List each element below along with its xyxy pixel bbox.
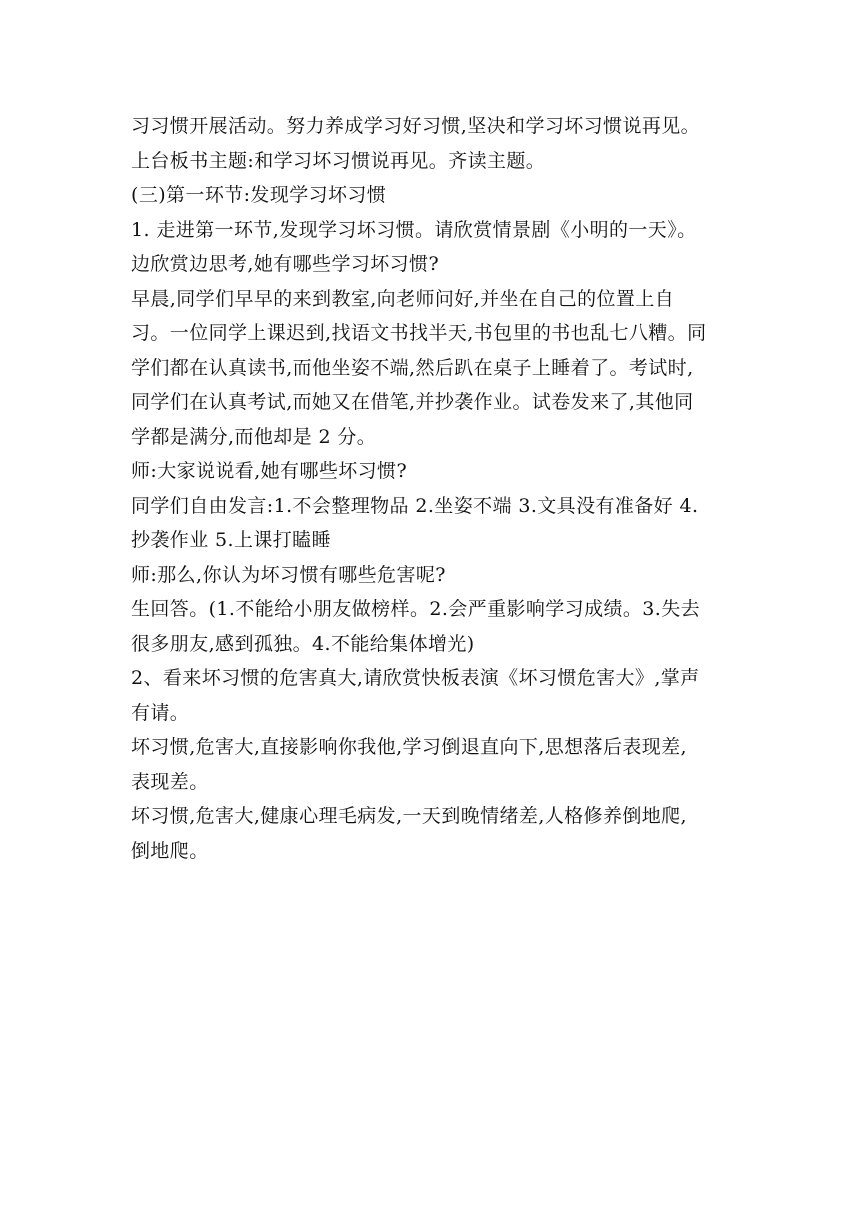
text-line-9: 同学们在认真考试,而她又在借笔,并抄袭作业。试卷发来了,其他同 bbox=[131, 391, 694, 413]
text-line-2: 上台板书主题:和学习坏习惯说再见。齐读主题。 bbox=[131, 149, 546, 172]
section-heading: (三)第一环节:发现学习坏习惯 bbox=[131, 184, 387, 206]
text-line-10: 学都是满分,而他却是 2 分。 bbox=[131, 425, 377, 448]
text-line-22: 倒地爬。 bbox=[131, 839, 209, 862]
document-body bbox=[131, 109, 731, 868]
text-line-12: 同学们自由发言:1.不会整理物品 2.坐姿不端 3.文具没有准备好 4. bbox=[131, 494, 699, 517]
text-line-21: 坏习惯,危害大,健康心理毛病发,一天到晚情绪差,人格修养倒地爬, bbox=[131, 805, 687, 827]
text-line-8: 学们都在认真读书,而他坐姿不端,然后趴在桌子上睡着了。考试时, bbox=[131, 356, 694, 379]
text-line-14: 师:那么,你认为坏习惯有哪些危害呢? bbox=[131, 563, 446, 586]
text-line-15: 生回答。(1.不能给小朋友做榜样。2.会严重影响学习成绩。3.失去 bbox=[131, 598, 700, 620]
text-line-5: 边欣赏边思考,她有哪些学习坏习惯? bbox=[131, 253, 440, 275]
text-line-4: 1. 走进第一环节,发现学习坏习惯。请欣赏情景剧《小明的一天》。 bbox=[131, 218, 697, 241]
text-line-20: 表现差。 bbox=[131, 770, 209, 793]
text-line-18: 有请。 bbox=[131, 701, 190, 724]
text-line-13: 抄袭作业 5.上课打瞌睡 bbox=[131, 529, 331, 551]
text-line-17: 2、看来坏习惯的危害真大,请欣赏快板表演《坏习惯危害大》,掌声 bbox=[131, 667, 700, 689]
text-line-1: 习习惯开展活动。努力养成学习好习惯,坚决和学习坏习惯说再见。 bbox=[131, 115, 701, 137]
text-line-16: 很多朋友,感到孤独。4.不能给集体增光) bbox=[131, 632, 475, 655]
text-line-7: 习。一位同学上课迟到,找语文书找半天,书包里的书也乱七八糟。同 bbox=[131, 322, 707, 344]
text-line-11: 师:大家说说看,她有哪些坏习惯? bbox=[131, 460, 408, 482]
text-line-6: 早晨,同学们早早的来到教室,向老师问好,并坐在自己的位置上自 bbox=[131, 287, 675, 310]
text-line-19: 坏习惯,危害大,直接影响你我他,学习倒退直向下,思想落后表现差, bbox=[131, 736, 687, 758]
